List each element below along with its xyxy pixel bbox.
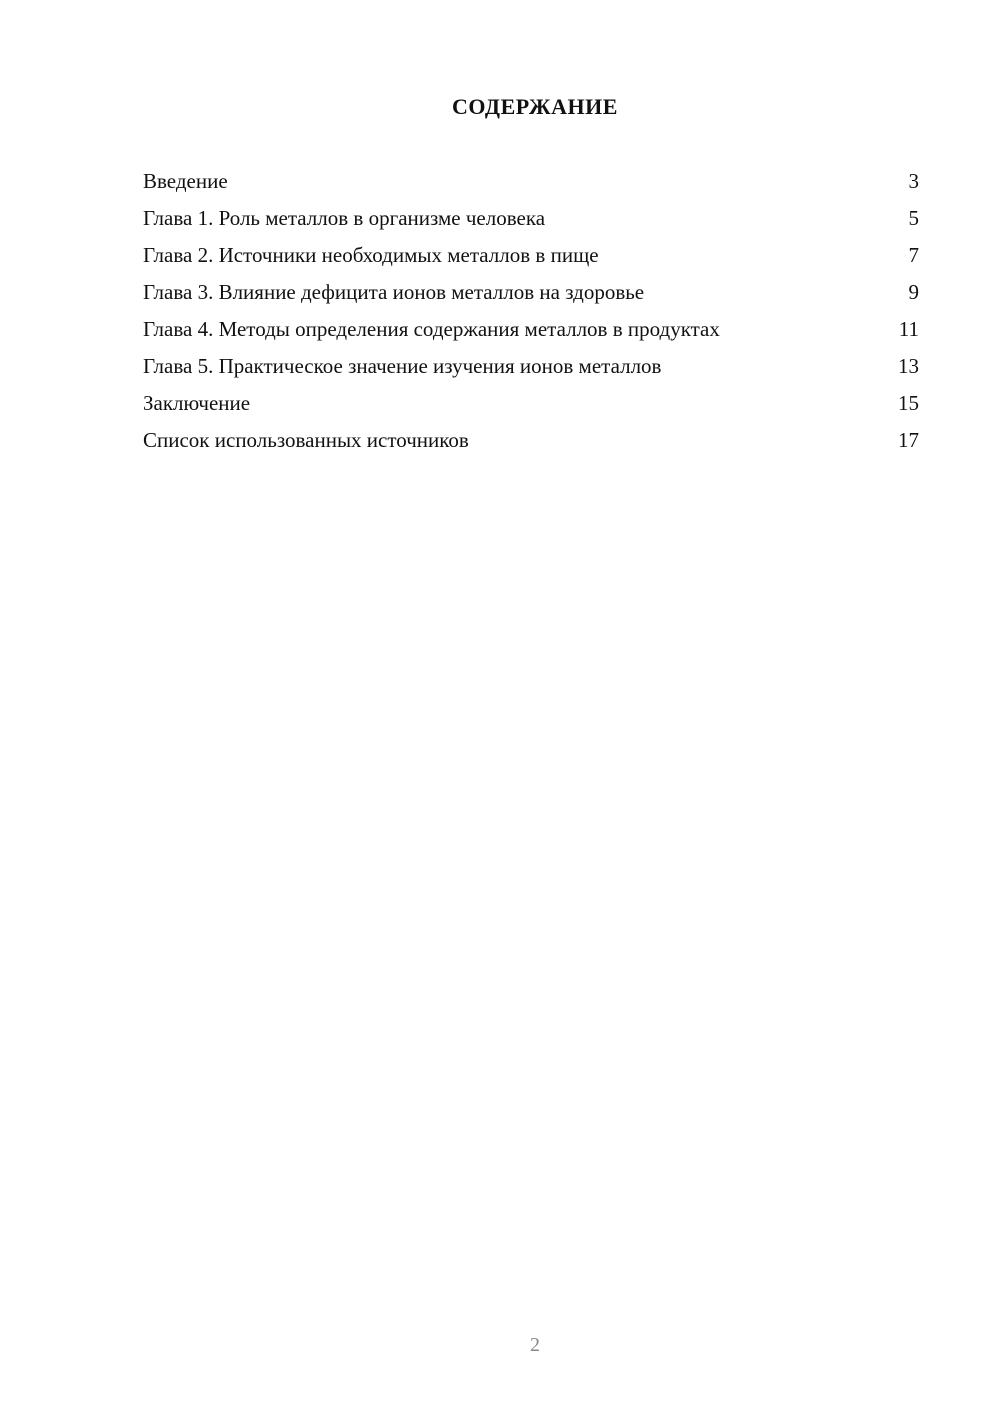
toc-entry-chapter-4 xyxy=(143,316,919,342)
toc-entry-page: 9 xyxy=(908,280,919,304)
toc-entry-chapter-1 xyxy=(143,205,919,231)
toc-entry-text: Глава 4. Методы определения содержания металлов в продуктах xyxy=(143,317,720,341)
toc-entry-page: 11 xyxy=(898,317,919,341)
toc-entry-text: Глава 5. Практическое значение изучения ионов металлов xyxy=(143,354,662,378)
toc-entry-text: Глава 1. Роль металлов в организме человека xyxy=(143,206,546,230)
toc-entry-introduction xyxy=(143,168,919,194)
toc-entry-page: 3 xyxy=(908,169,919,193)
page-number: 2 xyxy=(530,1334,540,1356)
toc-entry-text: Заключение xyxy=(143,391,251,415)
toc-entry-page: 15 xyxy=(898,391,919,415)
table-of-contents xyxy=(143,168,919,464)
toc-entry-references xyxy=(143,427,919,453)
toc-entry-conclusion xyxy=(143,390,919,416)
toc-entry-page: 5 xyxy=(908,206,919,230)
toc-entry-text: Список использованных источников xyxy=(143,428,469,452)
toc-entry-text: Глава 3. Влияние дефицита ионов металлов на здоровье xyxy=(143,280,645,304)
toc-entry-text: Глава 2. Источники необходимых металлов в пище xyxy=(143,243,599,267)
toc-entry-chapter-5 xyxy=(143,353,919,379)
toc-entry-page: 7 xyxy=(908,243,919,267)
toc-entry-chapter-2 xyxy=(143,242,919,268)
toc-entry-page: 17 xyxy=(898,428,919,452)
toc-entry-text: Введение xyxy=(143,169,228,193)
toc-entry-chapter-3 xyxy=(143,279,919,305)
page-title: СОДЕРЖАНИЕ xyxy=(452,94,618,119)
toc-entry-page: 13 xyxy=(898,354,919,378)
